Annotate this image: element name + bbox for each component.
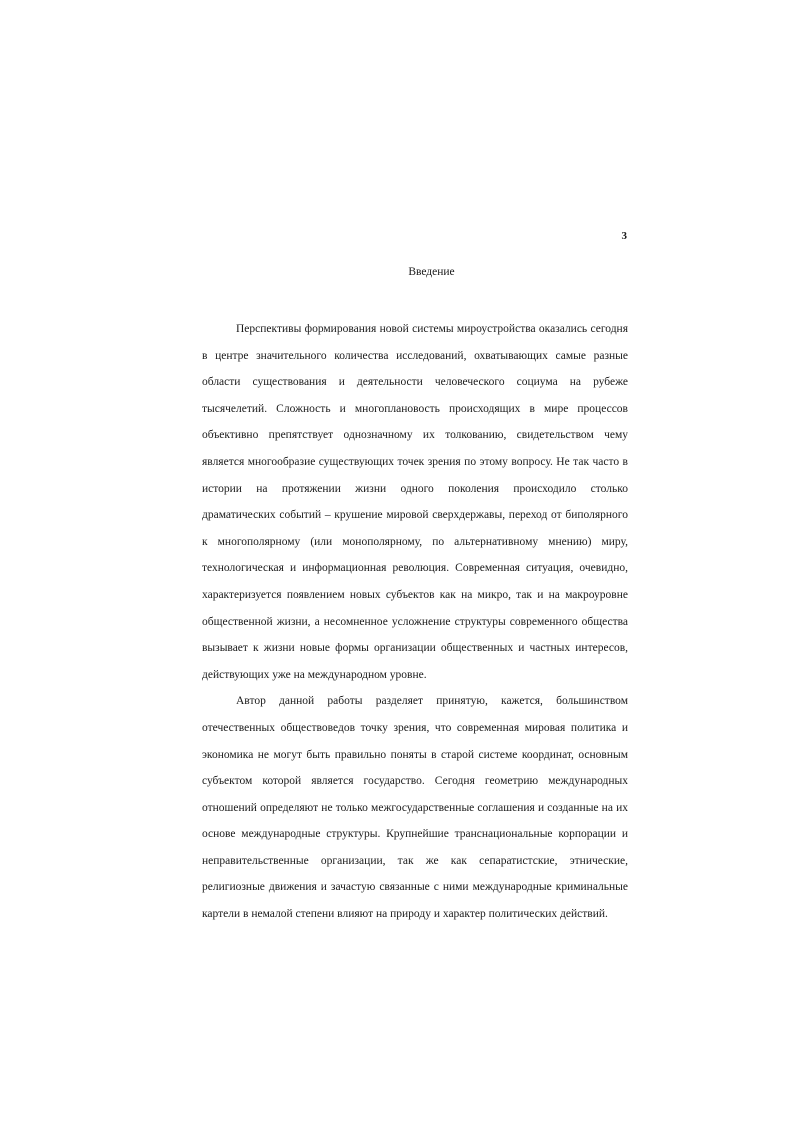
text-line: действующих уже на международном уровне.	[202, 668, 427, 681]
text-line: драматических событий – крушение мировой сверхдержавы, переход от биполярного	[202, 509, 628, 522]
text-line: общественной жизни, а несомненное усложнение структуры современного общества	[202, 615, 628, 628]
body-text	[202, 318, 628, 930]
text-line: субъектом которой является государство. Сегодня геометрию международных	[202, 775, 628, 788]
page-number: 3	[621, 230, 627, 242]
text-line: отечественных обществоведов точку зрения, что современная мировая политика и	[202, 721, 628, 734]
text-line: вызывает к жизни новые формы организации общественных и частных интересов,	[202, 642, 628, 655]
section-heading: Введение	[408, 266, 455, 278]
text-line: картели в немалой степени влияют на природу и характер политических действий.	[202, 908, 608, 921]
text-line: области существования и деятельности человеческого социума на рубеже	[202, 376, 628, 389]
text-line: Автор данной работы разделяет принятую, кажется, большинством	[236, 695, 628, 708]
text-line: в центре значительного количества исследований, охватывающих самые разные	[202, 349, 628, 362]
text-line: характеризуется появлением новых субъектов как на микро, так и на макроуровне	[202, 588, 628, 601]
paragraph-2	[202, 690, 628, 929]
text-line: неправительственные организации, так же как сепаратистские, этнические,	[202, 854, 628, 867]
text-line: тысячелетий. Сложность и многоплановость происходящих в мире процессов	[202, 402, 628, 415]
text-line: технологическая и информационная революция. Современная ситуация, очевидно,	[202, 562, 628, 575]
text-line: истории на протяжении жизни одного поколения происходило столько	[202, 482, 628, 495]
text-line: отношений определяют не только межгосударственные соглашения и созданные на их	[202, 801, 628, 814]
paragraph-1	[202, 318, 628, 690]
text-line: Перспективы формирования новой системы мироустройства оказались сегодня	[236, 323, 628, 335]
text-line: является многообразие существующих точек зрения по этому вопросу. Не так часто в	[202, 455, 628, 468]
text-line: к многополярному (или монополярному, по альтернативному мнению) миру,	[202, 535, 628, 548]
text-line: религиозные движения и зачастую связанные с ними международные криминальные	[202, 881, 628, 894]
text-line: основе международные структуры. Крупнейшие транснациональные корпорации и	[202, 828, 628, 841]
text-line: объективно препятствует однозначному их толкованию, свидетельством чему	[202, 429, 628, 442]
text-line: экономика не могут быть правильно поняты в старой системе координат, основным	[202, 748, 628, 761]
